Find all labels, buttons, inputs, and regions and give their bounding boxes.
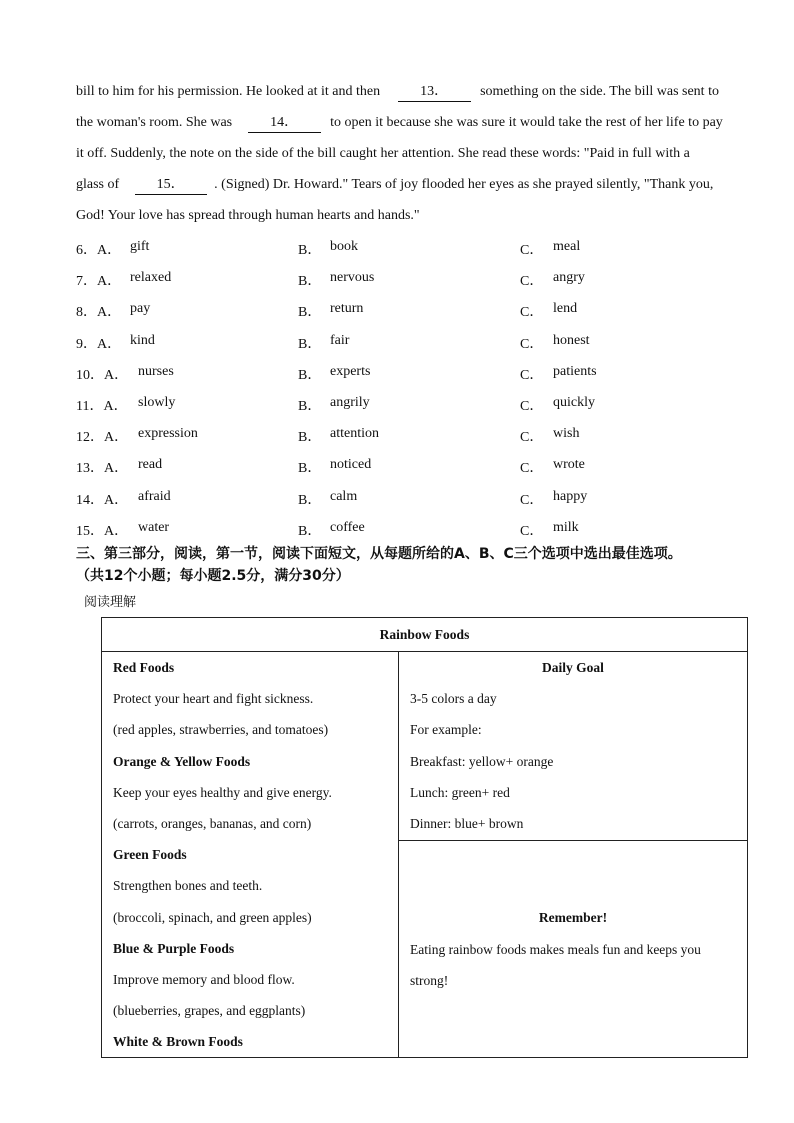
food-group-examples: (blueberries, grapes, and eggplants)	[113, 1003, 306, 1019]
remember-line: strong!	[410, 972, 449, 988]
question-row	[76, 294, 756, 325]
option-c: wrote	[553, 457, 585, 473]
passage-text: bill to him for his permission. He looked at it and then	[76, 84, 381, 99]
passage-text: to open it because she was sure it would take the rest of her life to pay	[330, 115, 723, 130]
question-row	[76, 482, 756, 513]
option-b-label: B．	[298, 492, 322, 508]
answer-blank-15: 15．	[135, 176, 207, 195]
daily-goal-line: 3-5 colors a day	[410, 691, 497, 707]
option-b-label: B．	[298, 367, 322, 383]
food-group-examples: (carrots, oranges, bananas, and corn)	[113, 815, 312, 831]
option-b-label: B．	[298, 305, 322, 321]
remember-heading: Remember!	[538, 910, 608, 926]
section-heading	[76, 543, 766, 587]
option-a: afraid	[138, 488, 171, 504]
passage-line	[76, 76, 756, 107]
option-b: coffee	[330, 519, 365, 535]
daily-goal-line: Dinner: blue+ brown	[410, 815, 524, 831]
passage-text: something on the side. The bill was sent to	[480, 84, 719, 99]
option-b-label: B．	[298, 523, 322, 539]
option-c: milk	[553, 519, 579, 535]
option-a: water	[138, 519, 170, 535]
option-c: wish	[553, 426, 580, 442]
option-a: relaxed	[130, 270, 172, 286]
option-c: happy	[553, 488, 588, 504]
food-group-heading: Orange & Yellow Foods	[113, 753, 251, 769]
option-a: nurses	[138, 363, 174, 379]
option-b: attention	[330, 426, 379, 442]
question-number: 15．A．	[76, 523, 129, 539]
option-c-label: C．	[520, 492, 544, 508]
option-b: fair	[330, 332, 350, 348]
option-b-label: B．	[298, 461, 322, 477]
question-row	[76, 326, 756, 357]
option-b: angrily	[330, 394, 370, 410]
option-c: patients	[553, 363, 597, 379]
option-c: angry	[553, 270, 585, 286]
option-c-label: C．	[520, 243, 544, 258]
option-a: kind	[130, 332, 155, 348]
question-options	[76, 232, 756, 544]
option-b-label: B．	[298, 398, 322, 414]
option-c-label: C．	[520, 274, 544, 290]
food-group-examples: (broccoli, spinach, and green apples)	[113, 909, 312, 925]
food-group-desc: Protect your heart and fight sickness.	[113, 691, 314, 707]
option-b: nervous	[330, 270, 375, 286]
section-sub-label: 阅读理解	[84, 595, 137, 610]
question-number: 7．A．	[76, 274, 122, 290]
question-row	[76, 450, 756, 481]
option-c-label: C．	[520, 398, 544, 414]
option-c-label: C．	[520, 523, 544, 539]
option-c-label: C．	[520, 367, 544, 383]
section-heading-line: （共12个小题；每小题2.5分，满分30分）	[76, 568, 350, 584]
answer-blank-14: 14．	[248, 114, 321, 133]
option-c-label: C．	[520, 305, 544, 321]
option-a: pay	[130, 301, 151, 317]
question-number: 12．A．	[76, 430, 129, 446]
option-b: calm	[330, 488, 358, 504]
option-c-label: C．	[520, 461, 544, 477]
passage-line: God! Your love has spread through human hearts and hands."	[76, 208, 420, 223]
section-heading-line: 三、第三部分，阅读，第一节，阅读下面短文，从每题所给的A、B、C三个选项中选出最佳选项。	[76, 546, 682, 562]
question-number: 10．A．	[76, 367, 129, 383]
option-c-label: C．	[520, 430, 544, 446]
daily-goal-heading: Daily Goal	[542, 660, 604, 675]
question-row	[76, 232, 756, 263]
passage-text: glass of	[76, 177, 120, 192]
option-c: lend	[553, 301, 578, 317]
question-number: 11．A．	[76, 398, 128, 414]
question-number: 9．A．	[76, 336, 122, 352]
food-group-desc: Strengthen bones and teeth.	[113, 878, 263, 894]
answer-blank-13: 13．	[398, 83, 471, 102]
passage-text: the woman's room. She was	[76, 115, 233, 130]
option-b: experts	[330, 363, 371, 379]
option-c: quickly	[553, 394, 595, 410]
option-b-label: B．	[298, 336, 322, 352]
option-b: noticed	[330, 457, 372, 473]
food-group-desc: Improve memory and blood flow.	[113, 971, 295, 987]
option-b: return	[330, 301, 364, 317]
food-group-desc: Keep your eyes healthy and give energy.	[113, 784, 332, 800]
food-group-heading: Green Foods	[113, 847, 187, 863]
passage-text: . (Signed) Dr. Howard." Tears of joy flooded her eyes as she prayed silently, "Thank you,	[214, 177, 714, 192]
daily-goal-line: Breakfast: yellow+ orange	[410, 753, 554, 769]
daily-goal-line: For example:	[410, 722, 482, 738]
question-number: 14．A．	[76, 492, 129, 508]
option-c-label: C．	[520, 336, 544, 352]
option-c: honest	[553, 332, 590, 348]
food-group-examples: (red apples, strawberries, and tomatoes)	[113, 722, 329, 738]
option-b-label: B．	[298, 430, 322, 446]
option-b-label: B．	[298, 274, 322, 290]
rainbow-foods-table	[101, 617, 748, 1058]
question-number: 8．A．	[76, 305, 122, 321]
option-a: read	[138, 457, 163, 473]
question-row	[76, 388, 756, 419]
question-row	[76, 419, 756, 450]
food-group-heading: Blue & Purple Foods	[113, 940, 235, 956]
option-a: expression	[138, 426, 198, 442]
remember-line: Eating rainbow foods makes meals fun and keeps you	[410, 941, 701, 957]
question-number: 13．A．	[76, 461, 129, 477]
option-b: book	[330, 239, 358, 254]
food-group-heading: Red Foods	[113, 660, 175, 675]
question-row	[76, 357, 756, 388]
passage-line	[76, 107, 756, 138]
passage-line	[76, 169, 756, 200]
option-b-label: B．	[298, 243, 322, 258]
question-row	[76, 513, 756, 544]
food-group-heading: White & Brown Foods	[113, 1034, 243, 1050]
question-number: 6．A．	[76, 243, 122, 258]
passage	[76, 76, 756, 231]
passage-line: it off. Suddenly, the note on the side of the bill caught her attention. She read these words: "Paid in full with a	[76, 146, 690, 161]
daily-goal-line: Lunch: green+ red	[410, 784, 510, 800]
question-row	[76, 263, 756, 294]
food-groups-cell	[102, 652, 399, 1058]
table-title: Rainbow Foods	[102, 618, 748, 652]
option-c: meal	[553, 239, 581, 254]
remember-cell	[399, 841, 748, 1058]
option-a: slowly	[138, 394, 176, 410]
daily-goal-cell	[399, 652, 748, 841]
option-a: gift	[130, 239, 150, 254]
